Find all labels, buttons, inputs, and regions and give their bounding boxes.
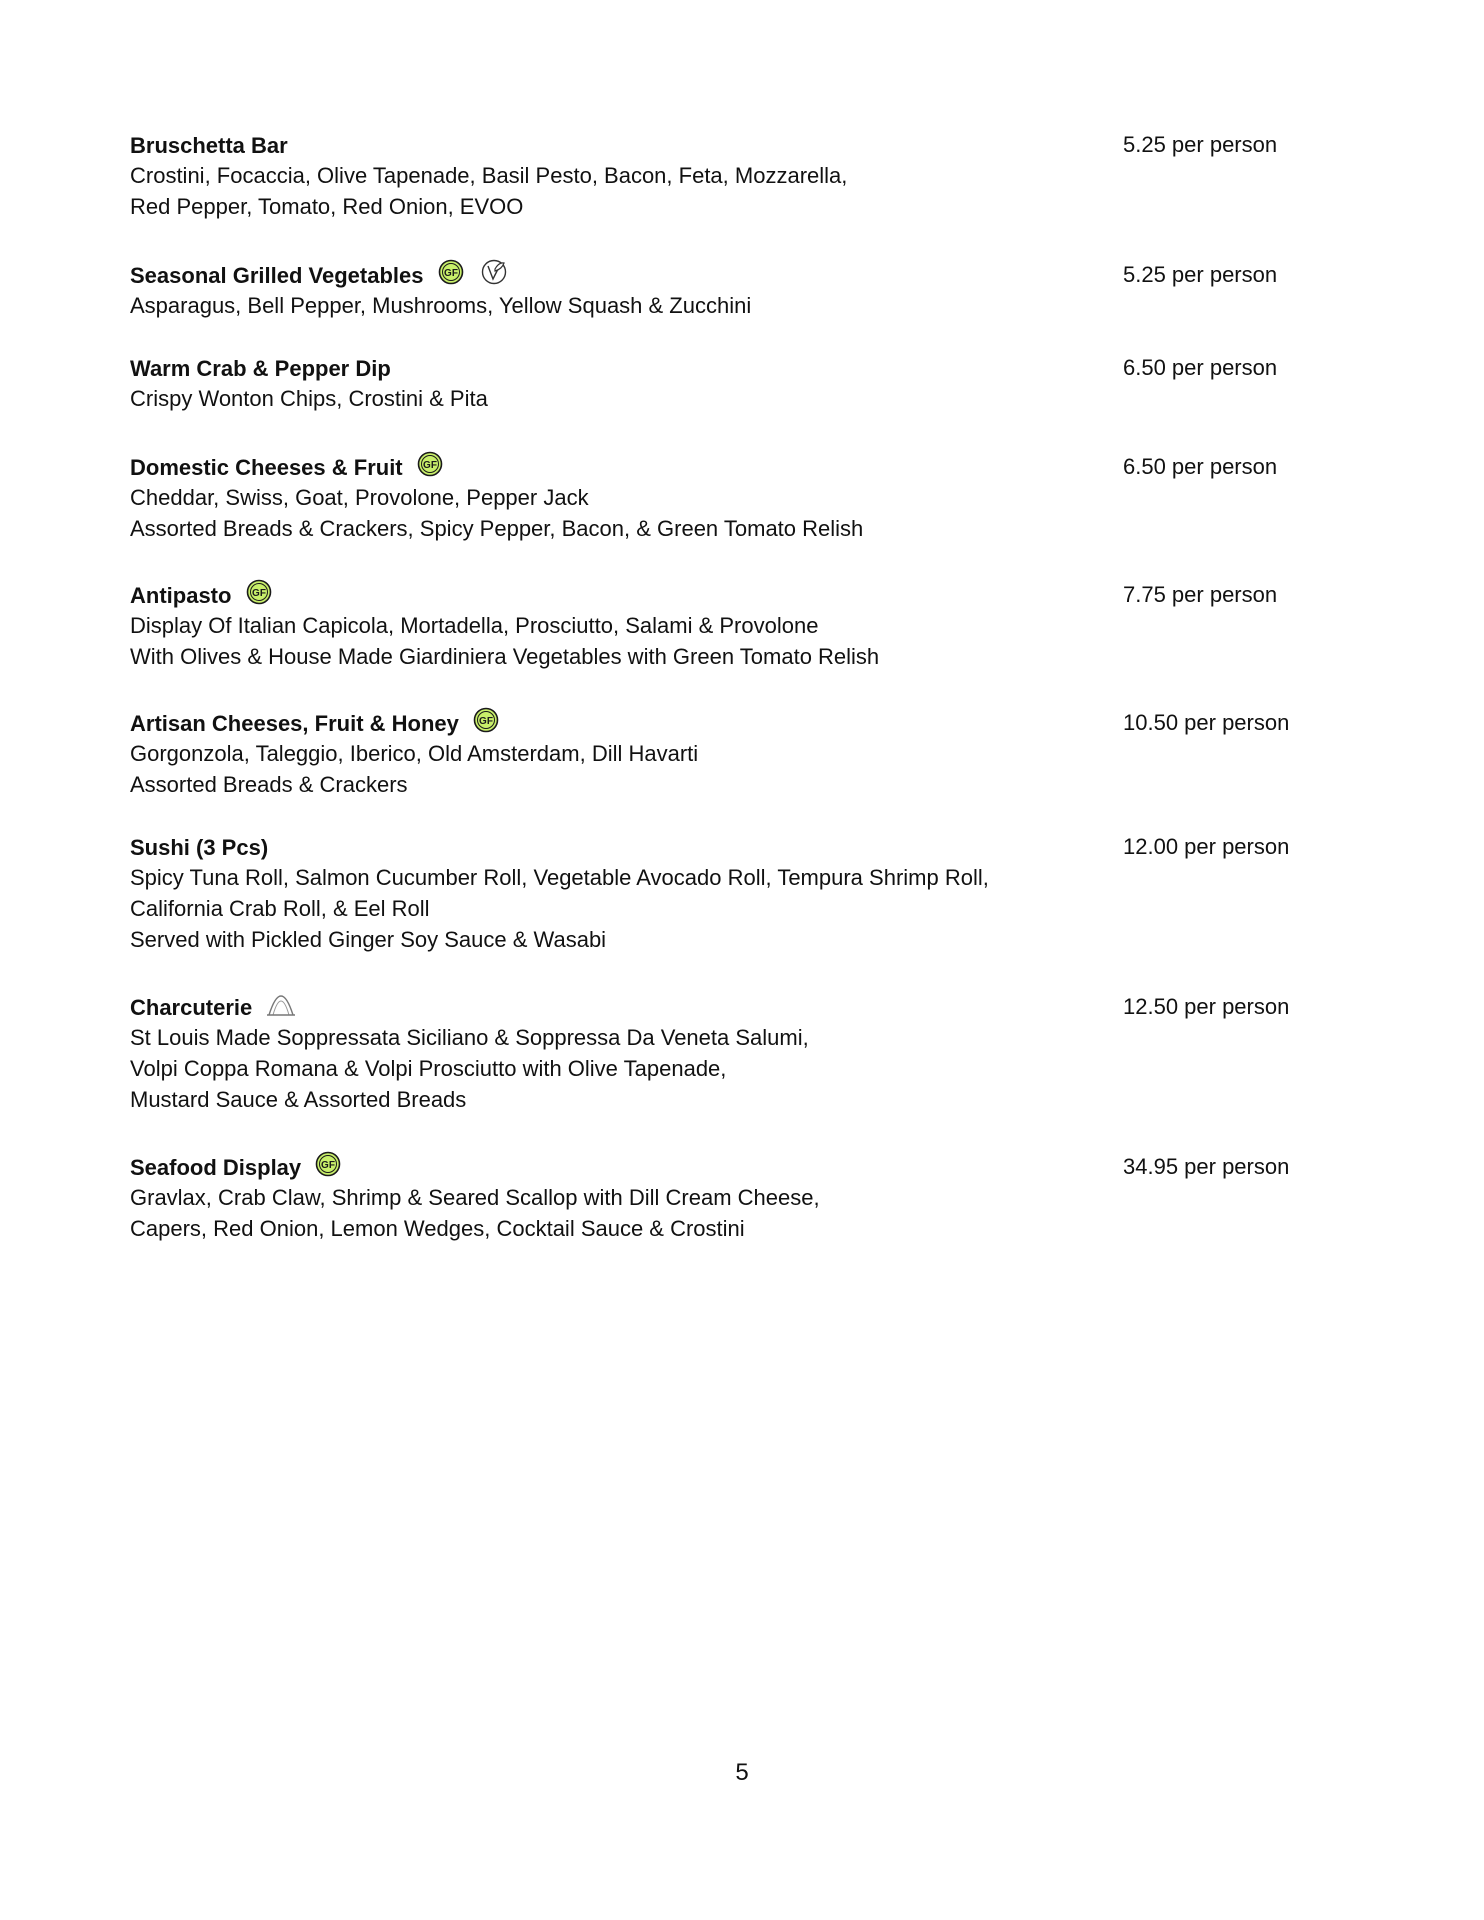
menu-item-description-line: Spicy Tuna Roll, Salmon Cucumber Roll, Vegetable Avocado Roll, Tempura Shrimp Roll, — [130, 865, 989, 890]
menu-item-title-row — [130, 260, 1360, 290]
menu-item-title-row — [130, 452, 1360, 482]
menu-item-description-line: Cheddar, Swiss, Goat, Provolone, Pepper Jack — [130, 485, 589, 510]
menu-item-description-line: Assorted Breads & Crackers — [130, 772, 408, 797]
menu-item-title-row — [130, 580, 1360, 610]
svg-text:GF: GF — [251, 588, 266, 600]
menu-item-charcuterie — [130, 992, 1360, 1115]
menu-item-description-line: St Louis Made Soppressata Siciliano & Soppressa Da Veneta Salumi, — [130, 1025, 809, 1050]
menu-item-price: 34.95 per person — [1123, 1154, 1290, 1179]
menu-item-description-line: California Crab Roll, & Eel Roll — [130, 896, 430, 921]
menu-item-sushi — [130, 832, 1360, 955]
menu-item-description-line: Asparagus, Bell Pepper, Mushrooms, Yellow Squash & Zucchini — [130, 293, 752, 318]
menu-item-price: 5.25 per person — [1123, 262, 1278, 287]
gluten-free-icon — [473, 707, 499, 733]
menu-item-description-line: Volpi Coppa Romana & Volpi Prosciutto with Olive Tapenade, — [130, 1056, 727, 1081]
menu-item-name: Warm Crab & Pepper Dip — [130, 356, 391, 382]
gluten-free-icon — [438, 259, 464, 285]
svg-text:GF: GF — [321, 1160, 336, 1172]
menu-item-name: Antipasto — [130, 583, 232, 609]
menu-item-title-row — [130, 832, 1360, 862]
menu-item-seafood-display — [130, 1152, 1360, 1244]
menu-item-title-row — [130, 1152, 1360, 1182]
menu-item-title-row — [130, 708, 1360, 738]
svg-text:GF: GF — [443, 268, 458, 280]
menu-item-domestic-cheeses-fruit — [130, 452, 1360, 544]
menu-item-description-line: Capers, Red Onion, Lemon Wedges, Cocktail Sauce & Crostini — [130, 1216, 745, 1241]
menu-item-name: Artisan Cheeses, Fruit & Honey — [130, 711, 459, 737]
menu-item-description-line: Assorted Breads & Crackers, Spicy Pepper, Bacon, & Green Tomato Relish — [130, 516, 864, 541]
menu-item-artisan-cheeses-fruit-honey — [130, 708, 1360, 800]
menu-item-description-line: Gorgonzola, Taleggio, Iberico, Old Amsterdam, Dill Havarti — [130, 741, 699, 766]
menu-item-name: Domestic Cheeses & Fruit — [130, 455, 403, 481]
gluten-free-icon — [246, 579, 272, 605]
vegan-leaf-icon — [480, 258, 508, 286]
svg-text:GF: GF — [422, 460, 437, 472]
arch-icon — [266, 991, 296, 1017]
menu-item-description-line: Served with Pickled Ginger Soy Sauce & Wasabi — [130, 927, 607, 952]
menu-item-antipasto — [130, 580, 1360, 672]
menu-item-description-line: With Olives & House Made Giardiniera Vegetables with Green Tomato Relish — [130, 644, 880, 669]
menu-item-description-line: Mustard Sauce & Assorted Breads — [130, 1087, 467, 1112]
menu-item-description-line: Crostini, Focaccia, Olive Tapenade, Basil Pesto, Bacon, Feta, Mozzarella, — [130, 163, 848, 188]
gluten-free-icon — [315, 1151, 341, 1177]
menu-item-bruschetta-bar — [130, 130, 1360, 222]
menu-item-title-row — [130, 353, 1360, 383]
menu-item-price: 5.25 per person — [1123, 132, 1278, 157]
menu-item-price: 6.50 per person — [1123, 355, 1278, 380]
menu-item-name: Seafood Display — [130, 1155, 302, 1181]
menu-item-price: 12.00 per person — [1123, 834, 1290, 859]
menu-item-seasonal-grilled-vegetables — [130, 260, 1360, 321]
gluten-free-icon — [417, 451, 443, 477]
menu-item-price: 10.50 per person — [1123, 710, 1290, 735]
menu-item-name: Bruschetta Bar — [130, 133, 288, 159]
menu-item-description-line: Red Pepper, Tomato, Red Onion, EVOO — [130, 194, 524, 219]
menu-item-description-line: Crispy Wonton Chips, Crostini & Pita — [130, 386, 488, 411]
menu-item-title-row — [130, 992, 1360, 1022]
menu-item-price: 6.50 per person — [1123, 454, 1278, 479]
menu-item-name: Seasonal Grilled Vegetables — [130, 263, 424, 289]
menu-item-description-line: Display Of Italian Capicola, Mortadella, Prosciutto, Salami & Provolone — [130, 613, 819, 638]
menu-item-name: Charcuterie — [130, 995, 253, 1021]
menu-item-warm-crab-pepper-dip — [130, 353, 1360, 414]
menu-item-price: 7.75 per person — [1123, 582, 1278, 607]
menu-item-description-line: Gravlax, Crab Claw, Shrimp & Seared Scallop with Dill Cream Cheese, — [130, 1185, 820, 1210]
page-number: 5 — [735, 1759, 749, 1786]
menu-item-title-row — [130, 130, 1360, 160]
menu-item-name: Sushi (3 Pcs) — [130, 835, 269, 861]
svg-text:GF: GF — [479, 716, 493, 728]
menu-item-price: 12.50 per person — [1123, 994, 1290, 1019]
